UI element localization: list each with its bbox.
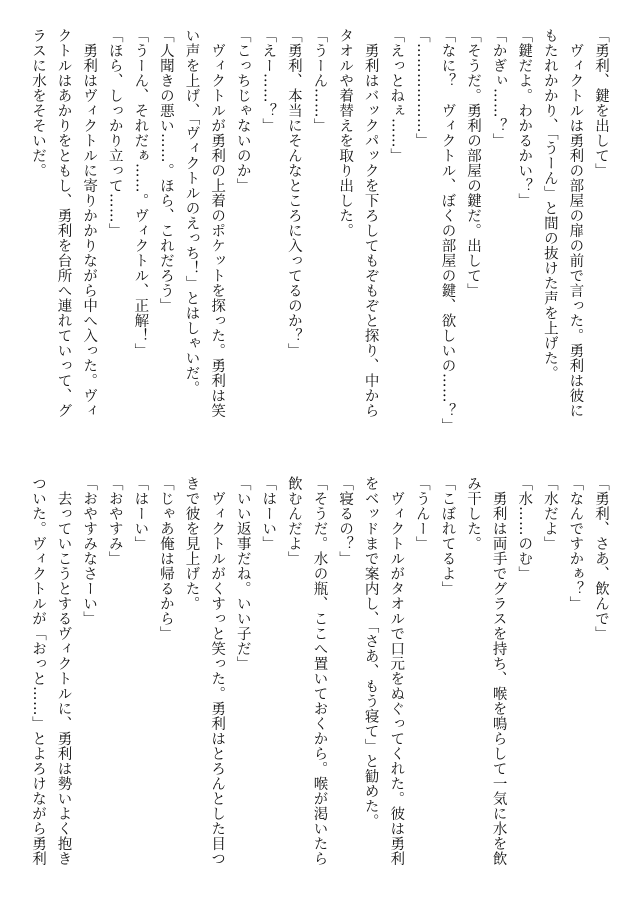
lower-text-line: 「水だよ」 — [541, 476, 558, 551]
lower-text-line: 去っていこうとするヴィクトルに、勇利は勢いよく抱き — [55, 476, 72, 866]
lower-text-line: み干した。 — [465, 476, 482, 551]
lower-text-line: ついた。ヴィクトルが「おっと……」とよろけながら勇利 — [29, 476, 46, 866]
upper-text-line: ラスに水をそそいだ。 — [29, 28, 46, 178]
upper-text-line: クトルはあかりをともし、勇利を台所へ連れていって、グ — [55, 28, 72, 418]
upper-text-line: い声を上げ、「ヴィクトルのえっち！」とはしゃいだ。 — [183, 28, 200, 396]
upper-text-line: 「なに？ ヴィクトル、ぼくの部屋の鍵、欲しいの……？」 — [439, 28, 456, 433]
lower-text-line: 「なんですかぁ？」 — [567, 476, 584, 611]
upper-text-line: 「ほら、しっかり立って……」 — [106, 28, 123, 238]
lower-text-line: 「おやすみなさーい」 — [81, 476, 98, 626]
lower-text-line: 「はーい」 — [132, 476, 149, 551]
upper-text-line: 「かぎぃ……？」 — [490, 28, 507, 148]
upper-text-line: 「………………」 — [413, 28, 430, 148]
upper-text-line: タオルや着替えを取り出した。 — [337, 28, 354, 238]
upper-text-line: ヴィクトルが勇利の上着のポケットを探った。勇利は笑 — [209, 28, 226, 418]
lower-text-line: ヴィクトルがタオルで口元をぬぐってくれた。彼は勇利 — [388, 476, 405, 866]
upper-text-block — [24, 28, 613, 438]
lower-text-line: 「寝るの？」 — [337, 476, 354, 566]
lower-text-line: 「いい返事だね。いい子だ」 — [234, 476, 251, 671]
upper-text-line: 「こっちじゃないのか」 — [234, 28, 251, 193]
lower-text-line: 「こぼれてるよ」 — [439, 476, 456, 596]
upper-text-line: 「人聞きの悪い……。ほら、これだろう」 — [157, 28, 174, 313]
upper-text-line: 勇利はヴィクトルに寄りかかりながら中へ入った。ヴィ — [81, 28, 98, 418]
lower-text-line: をベッドまで案内し、「さあ、もう寝て」と勧めた。 — [362, 476, 379, 829]
upper-text-line: 勇利はバックパックを下ろしてもぞもぞと探り、中から — [362, 28, 379, 418]
lower-text-line: 「そうだ。水の瓶、ここへ置いておくから。喉が渇いたら — [311, 476, 328, 866]
lower-text-line: ヴィクトルがくすっと笑った。勇利はとろんとした目つ — [209, 476, 226, 866]
upper-text-line: ヴィクトルは勇利の部屋の扉の前で言った。勇利は彼に — [567, 28, 584, 418]
upper-text-line: もたれかかり、「うーん」と間の抜けた声を上げた。 — [541, 28, 558, 381]
lower-text-line: 「じゃあ俺は帰るから」 — [157, 476, 174, 641]
lower-text-line: 「うんー」 — [413, 476, 430, 551]
upper-text-line: 「そうだ。勇利の部屋の鍵だ。出して」 — [465, 28, 482, 298]
upper-text-line: 「勇利、本当にそんなところに入ってるのか？」 — [285, 28, 302, 358]
upper-text-line: 「えっとねぇ……」 — [388, 28, 405, 163]
upper-text-line: 「うーん……」 — [311, 28, 328, 133]
upper-text-line: 「えー……？」 — [260, 28, 277, 133]
lower-text-line: 「おやすみ」 — [106, 476, 123, 566]
lower-text-line: きで彼を見上げた。 — [183, 476, 200, 611]
upper-text-line: 「うーん、それだぁ……。ヴィクトル、正解！」 — [132, 28, 149, 358]
lower-text-line: 飲むんだよ」 — [285, 476, 302, 566]
lower-text-block — [24, 476, 613, 886]
lower-text-line: 「水……のむ」 — [516, 476, 533, 581]
upper-text-line: 「鍵だよ。わかるかい？」 — [516, 28, 533, 208]
lower-text-line: 「勇利、さあ、飲んで」 — [593, 476, 609, 641]
upper-text-line: 「勇利、鍵を出して」 — [593, 28, 609, 178]
lower-text-line: 勇利は両手でグラスを持ち、喉を鳴らして一気に水を飲 — [490, 476, 507, 866]
lower-text-line: 「はーい」 — [260, 476, 277, 551]
